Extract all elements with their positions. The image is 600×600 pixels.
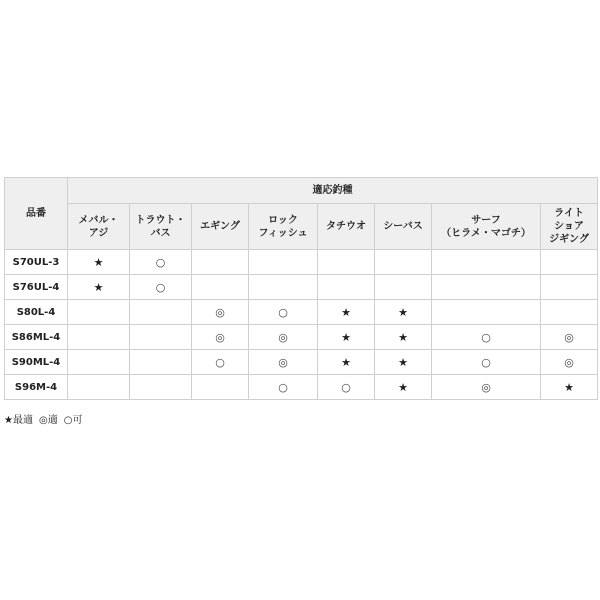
legend-symbol: ○ <box>63 415 73 426</box>
legend-symbol: ★ <box>4 415 13 426</box>
suitability-cell <box>249 275 318 300</box>
suitability-cell <box>432 250 541 275</box>
fishing-type-header: メバル・ アジ <box>68 204 130 250</box>
suitability-cell: ◎ <box>541 350 598 375</box>
suitability-cell <box>249 250 318 275</box>
suitability-cell: ★ <box>541 375 598 400</box>
model-name-cell: S70UL-3 <box>5 250 68 275</box>
applicable-fishing-header: 適応釣種 <box>68 178 598 204</box>
legend-label: 適 <box>47 415 58 426</box>
fishing-type-header: シーバス <box>375 204 432 250</box>
suitability-cell <box>541 300 598 325</box>
suitability-cell: ◎ <box>192 325 249 350</box>
legend-symbol: ◎ <box>38 415 48 426</box>
fishing-type-header: サーフ （ヒラメ・マゴチ） <box>432 204 541 250</box>
suitability-cell: ★ <box>375 325 432 350</box>
suitability-cell: ★ <box>375 300 432 325</box>
table-header-group-row <box>5 178 598 204</box>
suitability-cell <box>375 275 432 300</box>
suitability-cell <box>192 250 249 275</box>
table-body <box>5 250 598 400</box>
legend-label: 最適 <box>12 415 33 426</box>
fishing-type-header: エギング <box>192 204 249 250</box>
suitability-cell <box>130 350 192 375</box>
suitability-cell: ○ <box>130 250 192 275</box>
suitability-cell <box>375 250 432 275</box>
suitability-cell: ○ <box>318 375 375 400</box>
table-row <box>5 375 598 400</box>
suitability-cell <box>68 325 130 350</box>
fishing-type-header: トラウト・ バス <box>130 204 192 250</box>
symbol-legend <box>4 411 88 426</box>
suitability-cell: ◎ <box>249 350 318 375</box>
suitability-cell <box>318 250 375 275</box>
table-row <box>5 325 598 350</box>
fishing-type-header: ライト ショア ジギング <box>541 204 598 250</box>
suitability-cell: ★ <box>68 250 130 275</box>
suitability-cell: ★ <box>68 275 130 300</box>
suitability-cell: ★ <box>375 375 432 400</box>
suitability-cell: ○ <box>192 350 249 375</box>
suitability-cell: ★ <box>318 350 375 375</box>
suitability-cell: ◎ <box>541 325 598 350</box>
suitability-cell: ◎ <box>192 300 249 325</box>
suitability-cell: ★ <box>318 300 375 325</box>
suitability-cell <box>68 375 130 400</box>
suitability-cell: ○ <box>249 375 318 400</box>
suitability-cell: ○ <box>249 300 318 325</box>
suitability-cell <box>432 300 541 325</box>
suitability-cell <box>192 275 249 300</box>
suitability-cell: ○ <box>432 325 541 350</box>
fishing-type-header-row <box>5 204 598 250</box>
legend-item <box>39 415 58 426</box>
suitability-cell <box>432 275 541 300</box>
compatibility-table <box>4 177 598 400</box>
suitability-cell: ○ <box>130 275 192 300</box>
suitability-cell <box>192 375 249 400</box>
suitability-cell <box>68 300 130 325</box>
suitability-cell <box>130 325 192 350</box>
suitability-cell <box>541 275 598 300</box>
model-name-cell: S96M-4 <box>5 375 68 400</box>
suitability-cell: ★ <box>375 350 432 375</box>
fishing-type-header: タチウオ <box>318 204 375 250</box>
legend-item <box>64 415 83 426</box>
fishing-type-header: ロック フィッシュ <box>249 204 318 250</box>
table-row <box>5 350 598 375</box>
suitability-cell <box>130 300 192 325</box>
suitability-cell: ★ <box>318 325 375 350</box>
suitability-cell <box>541 250 598 275</box>
model-column-header: 品番 <box>5 178 68 250</box>
model-name-cell: S76UL-4 <box>5 275 68 300</box>
suitability-cell <box>68 350 130 375</box>
legend-item <box>4 415 33 426</box>
model-name-cell: S80L-4 <box>5 300 68 325</box>
table-row <box>5 250 598 275</box>
suitability-cell: ○ <box>432 350 541 375</box>
table-row <box>5 275 598 300</box>
suitability-cell <box>318 275 375 300</box>
suitability-cell: ◎ <box>432 375 541 400</box>
suitability-cell <box>130 375 192 400</box>
suitability-cell: ◎ <box>249 325 318 350</box>
compatibility-table-container <box>4 177 597 400</box>
model-name-cell: S90ML-4 <box>5 350 68 375</box>
model-name-cell: S86ML-4 <box>5 325 68 350</box>
table-row <box>5 300 598 325</box>
legend-label: 可 <box>72 415 83 426</box>
